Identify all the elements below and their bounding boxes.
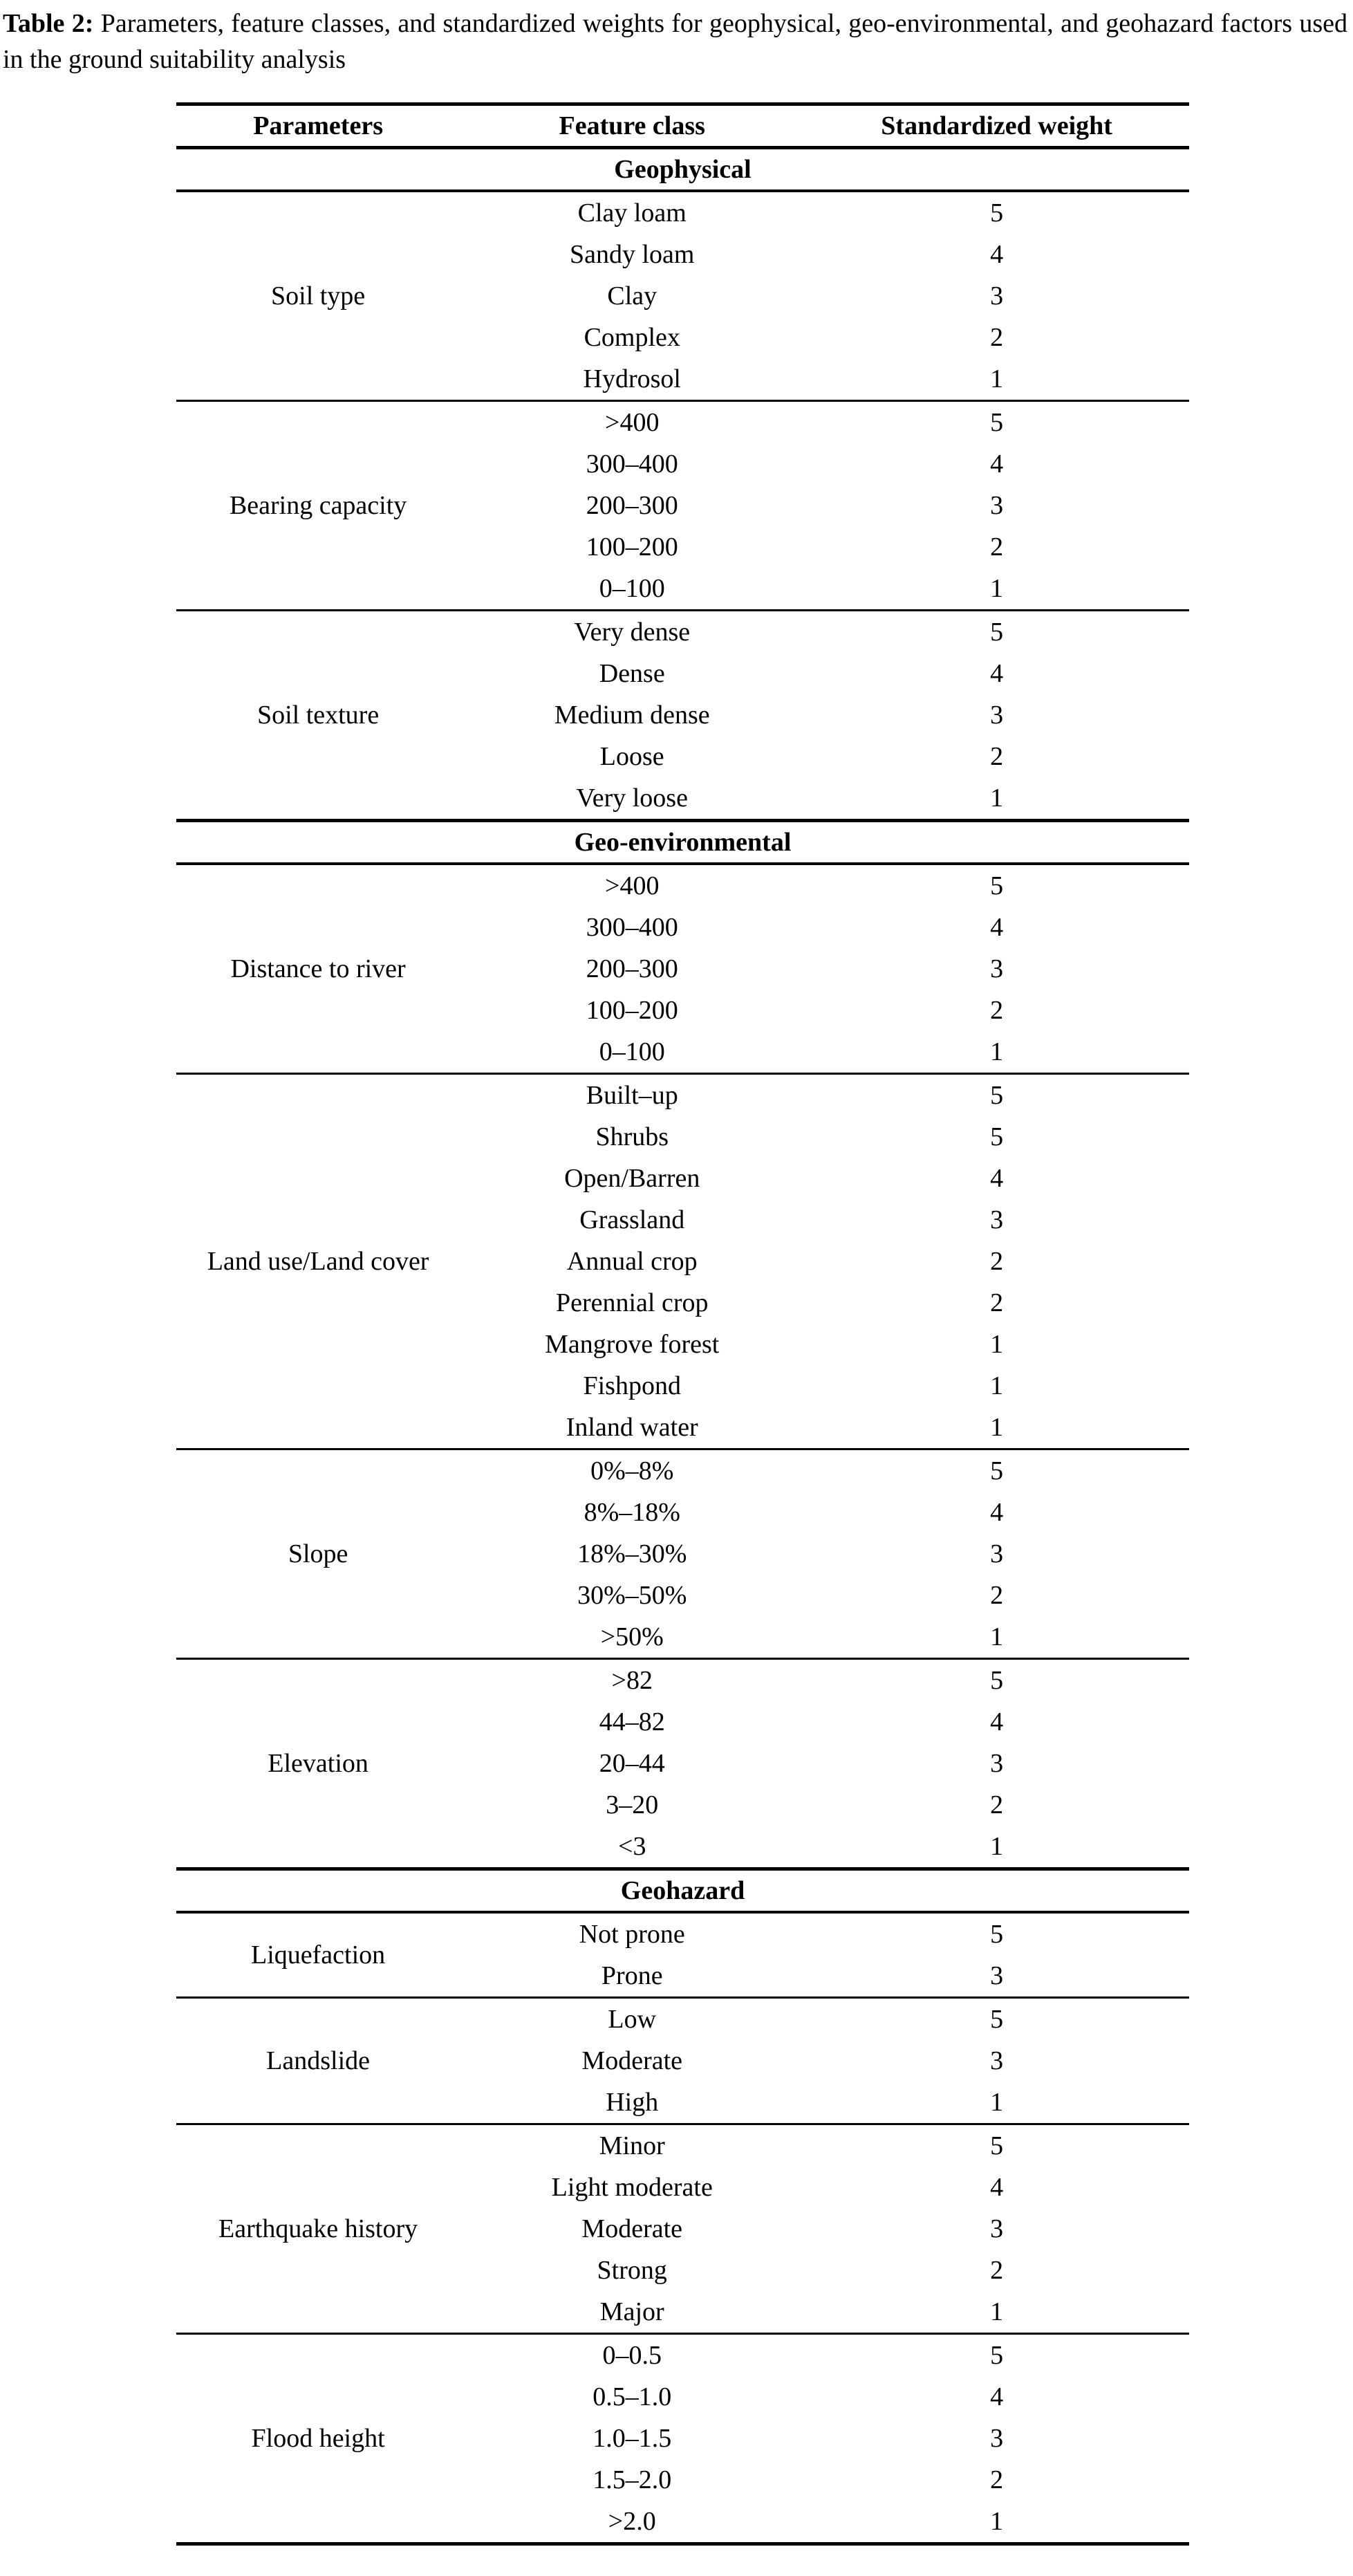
feature-class-cell: 18%–30% xyxy=(577,1539,687,1568)
weight-cell: 2 xyxy=(990,1247,1004,1276)
weight-cell: 4 xyxy=(990,1164,1004,1193)
weight-cell: 3 xyxy=(990,1539,1004,1568)
weight-cell: 2 xyxy=(990,1790,1004,1819)
parameter-group xyxy=(176,192,1189,402)
parameter-cell: Elevation xyxy=(268,1749,368,1778)
feature-class-cell: 0–100 xyxy=(599,1037,665,1066)
feature-class-cell: 3–20 xyxy=(606,1790,659,1819)
weight-cell: 5 xyxy=(990,1666,1004,1695)
table-caption xyxy=(3,6,1347,77)
parameter-cell: Land use/Land cover xyxy=(207,1247,429,1276)
weight-cell: 2 xyxy=(990,996,1004,1025)
weight-cell: 3 xyxy=(990,2046,1004,2075)
parameter-cell: Flood height xyxy=(251,2424,385,2453)
feature-class-cell: >400 xyxy=(605,871,660,900)
weight-cell: 1 xyxy=(990,1832,1004,1861)
weight-cell: 4 xyxy=(990,450,1004,479)
parameter-group xyxy=(176,1999,1189,2125)
feature-class-cell: 0–100 xyxy=(599,574,665,603)
feature-class-cell: 0.5–1.0 xyxy=(592,2382,672,2411)
weight-cell: 2 xyxy=(990,2256,1004,2285)
feature-class-cell: High xyxy=(606,2088,659,2117)
feature-class-cell: <3 xyxy=(618,1832,646,1861)
feature-class-cell: Clay xyxy=(607,281,657,311)
section-geo-environmental xyxy=(176,819,1189,1867)
feature-class-cell: Moderate xyxy=(581,2046,683,2075)
weight-cell: 3 xyxy=(990,1749,1004,1778)
parameter-cell: Slope xyxy=(288,1539,348,1568)
feature-class-cell: Clay loam xyxy=(577,198,687,228)
feature-class-cell: Mangrove forest xyxy=(545,1330,720,1359)
weight-cell: 5 xyxy=(990,618,1004,647)
weight-cell: 4 xyxy=(990,240,1004,269)
feature-class-cell: >2.0 xyxy=(608,2507,656,2536)
feature-class-cell: Not prone xyxy=(579,1920,685,1949)
parameter-cell: Soil texture xyxy=(256,701,380,730)
feature-class-cell: >50% xyxy=(600,1622,664,1651)
feature-class-cell: 200–300 xyxy=(586,491,678,520)
feature-class-cell: 8%–18% xyxy=(584,1498,680,1527)
weight-cell: 1 xyxy=(990,1330,1004,1359)
weight-cell: 3 xyxy=(990,701,1004,730)
feature-class-cell: Hydrosol xyxy=(583,364,681,393)
feature-class-cell: Annual crop xyxy=(566,1247,698,1276)
weight-cell: 3 xyxy=(990,1961,1004,1990)
weight-cell: 3 xyxy=(990,2424,1004,2453)
feature-class-cell: Inland water xyxy=(566,1413,698,1442)
column-header-feature-class: Feature class xyxy=(559,111,705,140)
feature-class-cell: 0%–8% xyxy=(590,1456,674,1485)
weight-cell: 1 xyxy=(990,1413,1004,1442)
weight-cell: 5 xyxy=(990,198,1004,228)
weight-cell: 3 xyxy=(990,954,1004,983)
feature-class-cell: >400 xyxy=(605,408,660,437)
weight-cell: 1 xyxy=(990,784,1004,813)
feature-class-cell: Light moderate xyxy=(551,2173,713,2202)
feature-class-cell: 0–0.5 xyxy=(602,2341,662,2370)
weight-cell: 5 xyxy=(990,2131,1004,2160)
weight-cell: 4 xyxy=(990,2382,1004,2411)
weight-cell: 5 xyxy=(990,408,1004,437)
weight-cell: 5 xyxy=(990,871,1004,900)
feature-class-cell: Medium dense xyxy=(554,701,710,730)
parameter-cell: Landslide xyxy=(266,2046,371,2075)
weight-cell: 4 xyxy=(990,913,1004,942)
parameter-group xyxy=(176,865,1189,1075)
feature-class-cell: Very loose xyxy=(576,784,688,813)
weight-cell: 5 xyxy=(990,2341,1004,2370)
feature-class-cell: >82 xyxy=(611,1666,653,1695)
feature-class-cell: Shrubs xyxy=(595,1122,669,1151)
weight-cell: 3 xyxy=(990,281,1004,311)
weight-cell: 2 xyxy=(990,532,1004,562)
feature-class-cell: Loose xyxy=(599,742,664,771)
weight-cell: 1 xyxy=(990,364,1004,393)
parameter-cell: Soil type xyxy=(271,281,366,311)
feature-class-cell: Perennial crop xyxy=(555,1288,709,1317)
weight-cell: 2 xyxy=(990,1288,1004,1317)
weight-cell: 3 xyxy=(990,1205,1004,1234)
page xyxy=(0,6,1353,2546)
parameter-group xyxy=(176,2335,1189,2542)
feature-class-cell: 200–300 xyxy=(586,954,678,983)
weight-cell: 1 xyxy=(990,1622,1004,1651)
section-geophysical xyxy=(176,146,1189,819)
parameter-cell: Distance to river xyxy=(230,954,406,983)
feature-class-cell: Grassland xyxy=(579,1205,685,1234)
weight-cell: 1 xyxy=(990,2507,1004,2536)
parameter-cell: Bearing capacity xyxy=(229,491,407,520)
weight-cell: 3 xyxy=(990,2214,1004,2243)
weight-cell: 5 xyxy=(990,1122,1004,1151)
section-geohazard xyxy=(176,1867,1189,2542)
parameter-group xyxy=(176,402,1189,611)
weight-cell: 4 xyxy=(990,659,1004,688)
parameter-group xyxy=(176,1660,1189,1867)
column-header-parameters: Parameters xyxy=(253,111,383,140)
weight-cell: 2 xyxy=(990,742,1004,771)
parameter-cell: Liquefaction xyxy=(251,1940,386,1970)
feature-class-cell: Major xyxy=(599,2297,664,2326)
weight-cell: 4 xyxy=(990,1498,1004,1527)
feature-class-cell: 30%–50% xyxy=(577,1581,687,1610)
feature-class-cell: Complex xyxy=(584,323,680,352)
section-header: Geohazard xyxy=(176,1867,1189,1914)
weight-cell: 5 xyxy=(990,1081,1004,1110)
weight-cell: 2 xyxy=(990,1581,1004,1610)
weight-cell: 1 xyxy=(990,1371,1004,1400)
parameter-cell: Earthquake history xyxy=(218,2214,418,2243)
feature-class-cell: 300–400 xyxy=(586,913,678,942)
weight-cell: 5 xyxy=(990,1456,1004,1485)
table-header-row xyxy=(176,106,1189,146)
feature-class-cell: Dense xyxy=(599,659,665,688)
weight-cell: 1 xyxy=(990,2088,1004,2117)
feature-class-cell: 1.0–1.5 xyxy=(592,2424,672,2453)
feature-class-cell: Fishpond xyxy=(583,1371,681,1400)
feature-class-cell: Built–up xyxy=(586,1081,678,1110)
weight-cell: 3 xyxy=(990,491,1004,520)
table-caption-text: Parameters, feature classes, and standardized weights for geophysical, geo-environmental, and geohazard factors used in the ground suitability analysis xyxy=(3,9,1348,74)
parameter-group xyxy=(176,1075,1189,1450)
weight-cell: 5 xyxy=(990,1920,1004,1949)
weight-cell: 1 xyxy=(990,2297,1004,2326)
feature-class-cell: Minor xyxy=(599,2131,665,2160)
weight-cell: 4 xyxy=(990,2173,1004,2202)
column-header-standardized-weight: Standardized weight xyxy=(881,111,1112,140)
parameter-group xyxy=(176,611,1189,819)
feature-class-cell: Very dense xyxy=(574,618,691,647)
weight-cell: 2 xyxy=(990,2465,1004,2494)
feature-class-cell: 1.5–2.0 xyxy=(592,2465,672,2494)
feature-class-cell: Low xyxy=(608,2005,657,2034)
section-header: Geophysical xyxy=(176,146,1189,192)
weight-cell: 1 xyxy=(990,574,1004,603)
parameter-group xyxy=(176,1450,1189,1660)
parameter-group xyxy=(176,1914,1189,1999)
feature-class-cell: 20–44 xyxy=(599,1749,665,1778)
feature-class-cell: Prone xyxy=(601,1961,663,1990)
section-header: Geo-environmental xyxy=(176,819,1189,865)
table-caption-label: Table 2: xyxy=(3,9,94,38)
feature-class-cell: 44–82 xyxy=(599,1707,665,1736)
feature-class-cell: 300–400 xyxy=(586,450,678,479)
feature-class-cell: Strong xyxy=(597,2256,667,2285)
weight-cell: 5 xyxy=(990,2005,1004,2034)
weight-cell: 1 xyxy=(990,1037,1004,1066)
feature-class-cell: 100–200 xyxy=(586,532,678,562)
feature-class-cell: Moderate xyxy=(581,2214,683,2243)
parameter-group xyxy=(176,2125,1189,2335)
weight-cell: 2 xyxy=(990,323,1004,352)
feature-class-cell: Open/Barren xyxy=(564,1164,700,1193)
weight-cell: 4 xyxy=(990,1707,1004,1736)
feature-class-cell: Sandy loam xyxy=(569,240,695,269)
parameters-table xyxy=(176,102,1189,2546)
table-body xyxy=(176,146,1189,2542)
feature-class-cell: 100–200 xyxy=(586,996,678,1025)
